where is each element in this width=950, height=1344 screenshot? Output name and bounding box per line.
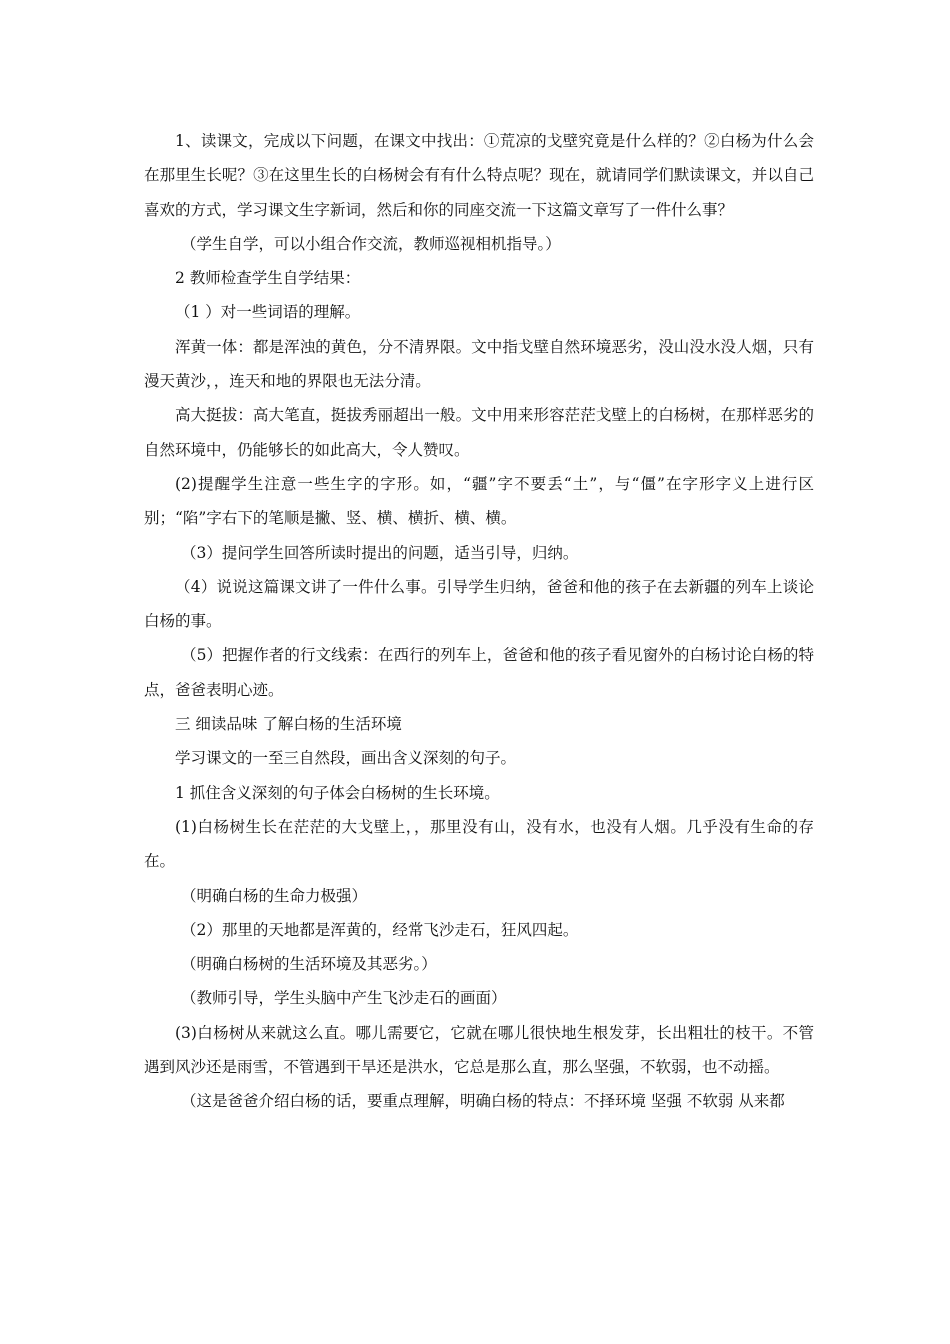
- paragraph-grasp-sentences: 1 抓住含义深刻的句子体会白杨树的生长环境。: [175, 783, 500, 802]
- paragraph-word-understanding: （1 ）对一些词语的理解。: [175, 303, 361, 322]
- section-heading-close-reading: 三 细读品味 了解白杨的生活环境: [175, 715, 402, 734]
- paragraph-clarify-environment: （明确白杨树的生活环境及其恶劣。）: [181, 955, 437, 974]
- paragraph-character-forms: (2)提醒学生注意一些生字的字形。如，“疆”字不要丢“土”，与“僵”在字形字义上进行区别；“陷”字右下的笔顺是撇、竖、横、横折、横、横。: [144, 474, 814, 528]
- paragraph-term-hunhuang: 浑黄一体：都是浑浊的黄色，分不清界限。文中指戈壁自然环境恶劣，没山没水没人烟，只有漫天黄沙，，连天和地的界限也无法分清。: [144, 337, 814, 391]
- paragraph-sentence-2: （2）那里的天地都是浑黄的，经常飞沙走石，狂风四起。: [181, 920, 579, 939]
- paragraph-father-words: （这是爸爸介绍白杨的话，要重点理解，明确白杨的特点：不择环境 坚强 不软弱 从来都: [181, 1092, 785, 1111]
- paragraph-sentence-1: (1)白杨树生长在茫茫的大戈壁上，，那里没有山，没有水，也没有人烟。几乎没有生命的存在。: [144, 817, 814, 871]
- paragraph-clarify-vitality: （明确白杨的生命力极强）: [181, 886, 368, 905]
- paragraph-teacher-guide: （教师引导，学生头脑中产生飞沙走石的画面）: [181, 989, 507, 1008]
- paragraph-question-answer: （3）提问学生回答所读时提出的问题，适当引导，归纳。: [181, 543, 579, 562]
- paragraph-term-gaoda: 高大挺拔：高大笔直，挺拔秀丽超出一般。文中用来形容茫茫戈壁上的白杨树，在那样恶劣的自然环境中，仍能够长的如此高大，令人赞叹。: [144, 406, 814, 459]
- paragraph-writing-clue: （5）把握作者的行文线索：在西行的列车上，爸爸和他的孩子看见窗外的白杨讨论白杨的特点，爸爸表明心迹。: [144, 646, 814, 699]
- paragraph-check-results: 2 教师检查学生自学结果：: [175, 269, 361, 288]
- paragraph-story-summary: （4）说说这篇课文讲了一件什么事。引导学生归纳，爸爸和他的孩子在去新疆的列车上谈论白杨的事。: [144, 577, 814, 631]
- document-page: [144, 124, 814, 1119]
- paragraph-self-study-note: （学生自学，可以小组合作交流，教师巡视相机指导。）: [181, 234, 561, 253]
- paragraph-reading-task: 1、读课文，完成以下问题，在课文中找出：①荒凉的戈壁究竟是什么样的？②白杨为什么会在那里生长呢？③在这里生长的白杨树会有有什么特点呢？现在，就请同学们默读课文，并以自己喜欢的方式，学习课文生字新词，然后和你的同座交流一下这篇文章写了一件什么事？: [144, 132, 814, 219]
- paragraph-sentence-3: (3)白杨树从来就这么直。哪儿需要它，它就在哪儿很快地生根发芽，长出粗壮的枝干。不管遇到风沙还是雨雪，不管遇到干旱还是洪水，它总是那么直，那么坚强，不软弱，也不动摇。: [144, 1023, 814, 1077]
- paragraph-study-paragraphs: 学习课文的一至三自然段，画出含义深刻的句子。: [175, 749, 517, 768]
